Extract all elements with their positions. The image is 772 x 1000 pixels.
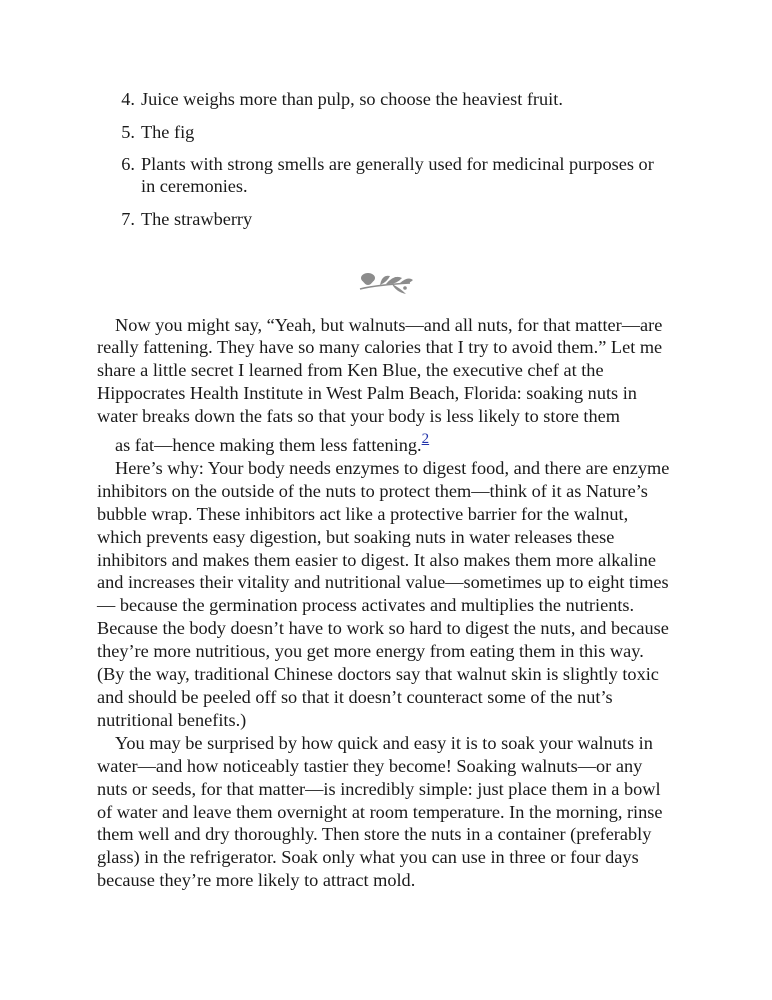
paragraph-last-line (97, 431, 430, 457)
list-item-number: 5. (121, 121, 135, 142)
list-item (97, 208, 672, 230)
paragraph-text-end: as fat—hence making them less fattening. (115, 435, 422, 456)
paragraph: Here’s why: Your body needs enzymes to digest food, and there are enzyme inhibitors on the outside of the nuts to protect them—think of it as Nature’s bubble wrap. These inhibitors act like a protective barrier for the walnut, which prevents easy digestion, but soaking nuts in water releases these inhibitors and makes them easier to digest. It also makes them more alkaline and increases their vitality and nutritional value—sometimes up to eight times— because the germination process activates and multiplies the nutrients. Because the body doesn’t have to work so hard to digest the nuts, and because they’re more nutritious, you get more energy from eating them in this way. (By the way, traditional Chinese doctors say that walnut skin is slightly toxic and should be peeled off so that it doesn’t counteract some of the nut’s nutritional benefits.) (97, 457, 670, 730)
list-item (97, 121, 672, 143)
paragraph-text: Now you might say, “Yeah, but walnuts—and all nuts, for that matter—are really fattening. They have so many calories that I try to avoid them.” Let me share a little secret I learned from Ken Blue, the executive chef at the Hippocrates Health Institute in West Palm Beach, Florida: soaking nuts in water breaks down the fats so that your body is less likely to store them (97, 314, 663, 427)
body-text (97, 314, 672, 893)
list-item-text: Juice weighs more than pulp, so choose the heaviest fruit. (141, 89, 563, 109)
leaf-sprig-ornament-icon (356, 268, 414, 298)
list-item-text: The fig (141, 121, 195, 142)
footnote-link[interactable]: 2 (421, 431, 430, 448)
list-item (97, 153, 672, 197)
answer-list (97, 88, 672, 230)
list-item (97, 88, 672, 110)
paragraph: You may be surprised by how quick and easy it is to soak your walnuts in water—and how noticeably tastier they become! Soaking walnuts—or any nuts or seeds, for that matter—is incredibly simple: just place them in a bowl of water and leave them overnight at room temperature. In the morning, rinse them well and dry thoroughly. Then store the nuts in a container (preferably glass) in the refrigerator. Soak only what you can use in three or four days because they’re more likely to attract mold. (97, 732, 663, 891)
book-page (97, 88, 672, 892)
list-item-text: Plants with strong smells are generally used for medicinal purposes or in ceremonies. (141, 154, 654, 196)
list-item-number: 7. (121, 208, 135, 229)
list-item-text: The strawberry (141, 208, 253, 229)
paragraph (97, 314, 672, 457)
list-item-number: 6. (121, 154, 135, 174)
list-item-number: 4. (121, 89, 135, 109)
